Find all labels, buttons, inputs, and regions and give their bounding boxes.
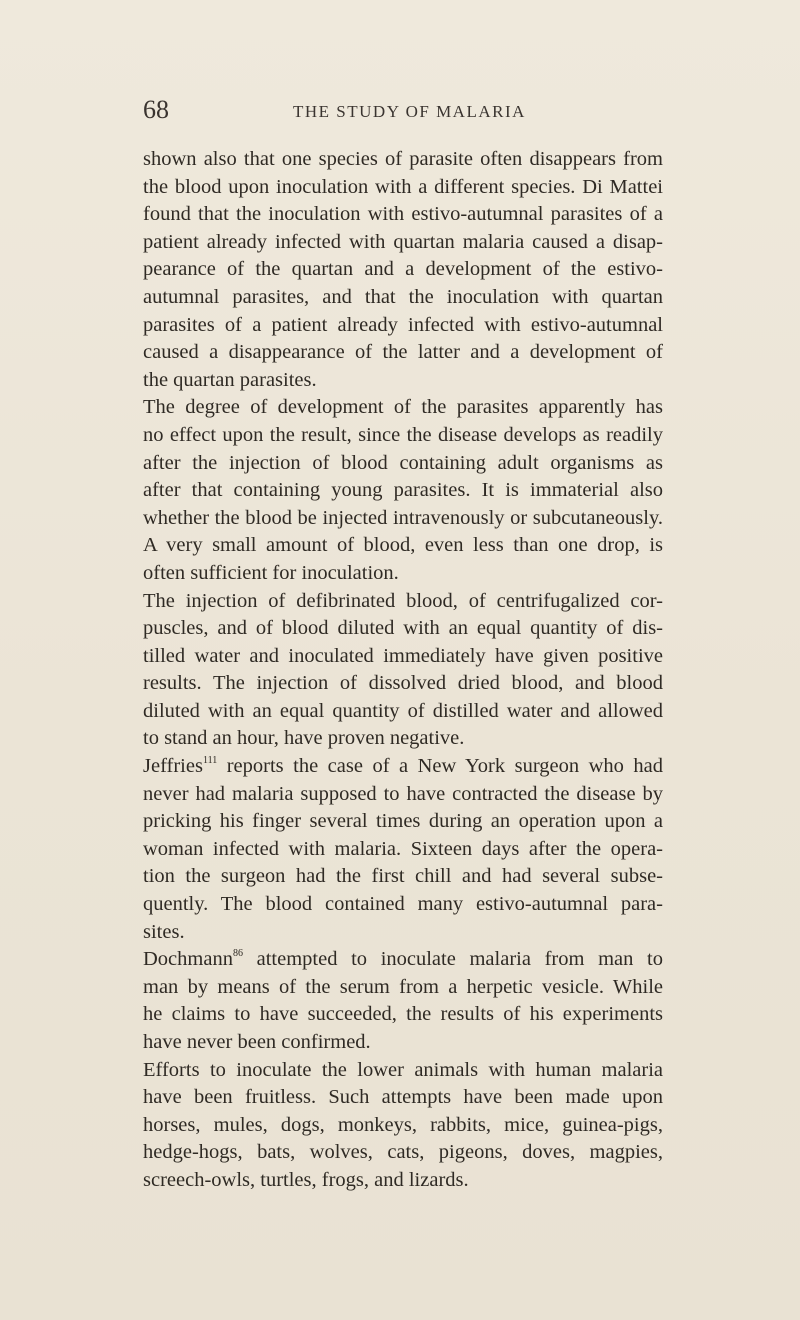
text-line: shown also that one species of parasite often disappears from	[143, 148, 663, 170]
text-line: the blood upon inoculation with a different species. Di Mattei	[143, 175, 663, 198]
line-text: attempted to inoculate malaria from man to	[256, 948, 663, 971]
reference-number: 111	[202, 755, 218, 767]
text-line: The injection of defibrinated blood, of centrifugalized cor-	[143, 589, 663, 612]
text-line: tion the surgeon had the first chill and had several subse-	[143, 865, 663, 888]
text-line: found that the inoculation with estivo-autumnal parasites of a	[143, 203, 663, 226]
text-line: puscles, and of blood diluted with an equal quantity of dis-	[143, 617, 663, 640]
text-line	[143, 946, 663, 974]
body-text	[143, 146, 663, 1195]
text-line: have never been confirmed.	[143, 1031, 371, 1053]
text-line	[143, 753, 663, 781]
text-line: no effect upon the result, since the disease develops as readily	[143, 423, 663, 446]
author-name: Jeffries	[143, 755, 203, 778]
text-line: autumnal parasites, and that the inoculation with quartan	[143, 285, 663, 308]
text-line: sites.	[143, 920, 185, 943]
text-line: parasites of a patient already infected with estivo-autumnal	[143, 313, 663, 336]
page-number: 68	[143, 95, 169, 124]
text-line: results. The injection of dissolved dried blood, and blood	[143, 672, 663, 695]
text-line: Efforts to inoculate the lower animals with human malaria	[143, 1058, 663, 1081]
text-line: have been fruitless. Such attempts have been made upon	[143, 1086, 663, 1109]
text-line: pearance of the quartan and a development of the estivo-	[143, 258, 663, 281]
running-head	[143, 95, 663, 125]
text-line: screech-owls, turtles, frogs, and lizards.	[143, 1168, 469, 1191]
text-line: pricking his finger several times during an operation upon a	[143, 810, 663, 833]
text-line: whether the blood be injected intravenously or subcutaneously.	[143, 506, 663, 529]
text-line: woman infected with malaria. Sixteen days after the opera-	[143, 837, 663, 860]
author-name: Dochmann	[143, 948, 233, 971]
text-line: often sufficient for inoculation.	[143, 561, 399, 584]
text-line: never had malaria supposed to have contracted the disease by	[143, 782, 663, 805]
text-line: patient already infected with quartan malaria caused a disap-	[143, 230, 663, 253]
text-line: horses, mules, dogs, monkeys, rabbits, mice, guinea-pigs,	[143, 1113, 663, 1136]
text-line: after the injection of blood containing adult organisms as	[143, 451, 663, 474]
text-line: tilled water and inoculated immediately have given positive	[143, 644, 663, 667]
text-line: to stand an hour, have proven negative.	[143, 727, 465, 750]
text-line: caused a disappearance of the latter and a development of	[143, 341, 663, 364]
reference-number: 86	[232, 948, 243, 960]
running-title: THE STUDY OF MALARIA	[293, 102, 526, 121]
text-line: he claims to have succeeded, the results of his experiments	[143, 1003, 663, 1026]
text-line: The degree of development of the parasites apparently has	[143, 396, 663, 419]
text-line: the quartan parasites.	[143, 368, 317, 391]
text-line: quently. The blood contained many estivo-autumnal para-	[143, 893, 663, 916]
text-line: diluted with an equal quantity of distilled water and allowed	[143, 699, 663, 722]
text-line: man by means of the serum from a herpetic vesicle. While	[143, 975, 663, 998]
text-line: after that containing young parasites. It is immaterial also	[143, 479, 663, 502]
text-line: hedge-hogs, bats, wolves, cats, pigeons, doves, magpies,	[143, 1141, 663, 1164]
text-line: A very small amount of blood, even less than one drop, is	[143, 534, 663, 557]
line-text: reports the case of a New York surgeon who had	[226, 755, 664, 778]
